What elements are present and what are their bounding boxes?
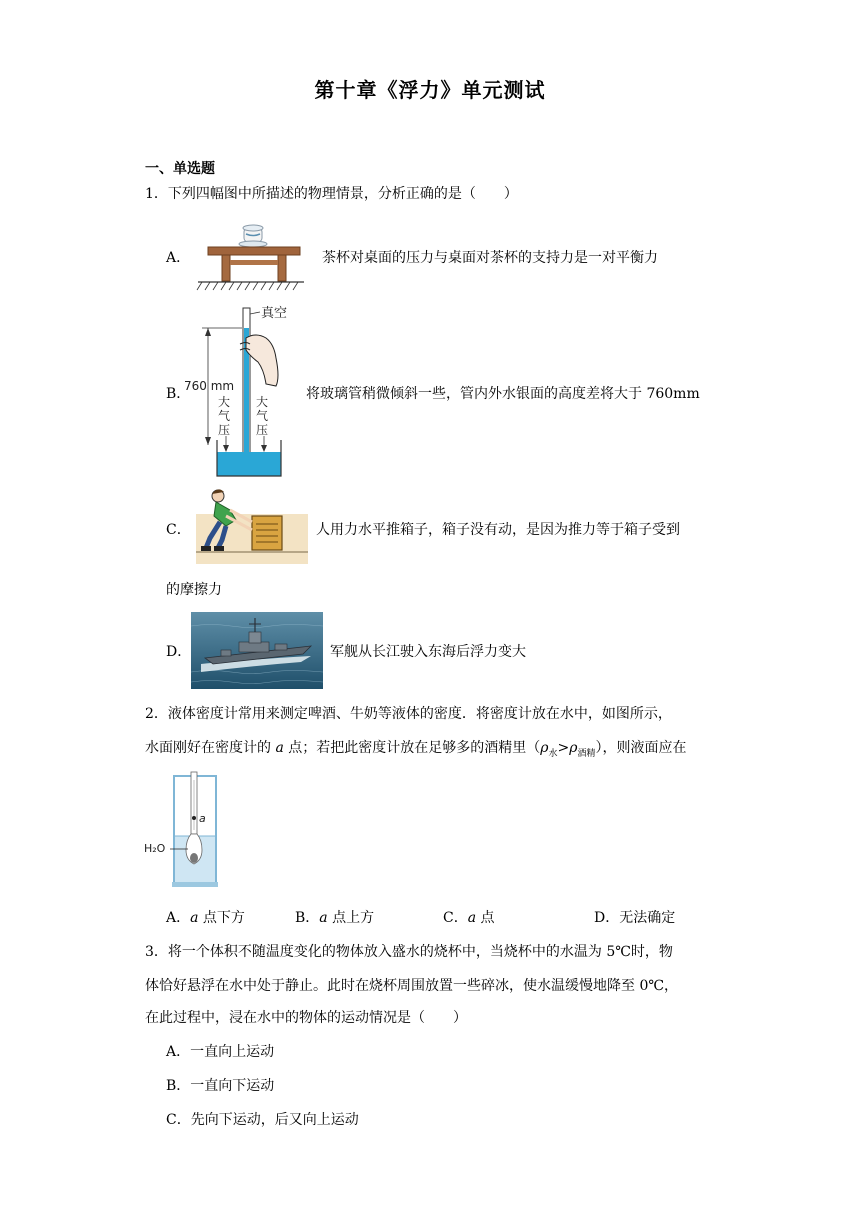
push-box-figure [196, 486, 308, 564]
rho-alcohol: ρ [569, 740, 578, 756]
q3-option-b [166, 1076, 274, 1096]
q1-stem: 1．下列四幅图中所描述的物理情景，分析正确的是（ ） [145, 186, 518, 202]
q2-line-2-pre: 水面刚好在密度计的 [145, 740, 276, 756]
option-em: a [190, 910, 199, 926]
q1-option-d-text: 军舰从长江驶入东海后浮力变大 [330, 644, 526, 660]
option-text: 先向下运动，后又向上运动 [190, 1112, 359, 1128]
vacuum-label: 真空 [261, 306, 288, 321]
q2-option-d [594, 908, 675, 928]
q1-option-c-text-continued: 的摩擦力 [166, 582, 222, 598]
q1-option-a-text: 茶杯对桌面的压力与桌面对茶杯的支持力是一对平衡力 [322, 250, 658, 266]
q1-option-c-text: 人用力水平推箱子，箱子没有动，是因为推力等于箱子受到 [316, 522, 680, 538]
point-a-marker [192, 816, 196, 820]
option-letter: A． [166, 1044, 191, 1060]
q2-line-1: 2．液体密度计常用来测定啤酒、牛奶等液体的密度．将密度计放在水中，如图所示， [145, 706, 672, 722]
q2-line-2-mid: 点；若把此密度计放在足够多的酒精里（ [283, 740, 541, 756]
q2-option-c [443, 908, 495, 928]
height-label: 760 mm [184, 379, 235, 393]
q1-option-a-letter: A． [166, 250, 191, 266]
q1-option-b-letter: B． [166, 386, 191, 402]
a-label: a [199, 812, 206, 825]
q2-point-a: a [275, 740, 284, 756]
option-letter: C． [166, 1112, 191, 1128]
hydrometer-figure [144, 770, 224, 890]
q2-line-2-post: ），则液面应在 [595, 740, 687, 756]
option-em: a [467, 910, 477, 926]
page-title: 第十章《浮力》单元测试 [314, 78, 546, 102]
q3-line-1: 3．将一个体积不随温度变化的物体放入盛水的烧杯中，当烧杯中的水温为 5℃时，物 [145, 944, 673, 960]
option-text: 一直向上运动 [190, 1044, 275, 1060]
atm-left-1: 大 [218, 395, 231, 409]
q2-line-2 [145, 738, 687, 764]
atm-right-2: 气 [256, 409, 269, 423]
warship-photo [191, 612, 323, 689]
q3-line-3: 在此过程中，浸在水中的物体的运动情况是（ ） [145, 1010, 467, 1026]
atm-left-3: 压 [218, 423, 231, 437]
atm-left-2: 气 [218, 409, 231, 423]
q3-line-2: 体恰好悬浮在水中处于静止。此时在烧杯周围放置一些碎冰，使水温缓慢地降至 0℃， [145, 978, 679, 994]
option-text: 点 [476, 910, 495, 926]
option-letter: A． [166, 910, 191, 926]
q3-option-a [166, 1042, 274, 1062]
option-em: a [319, 910, 328, 926]
section-heading: 一、单选题 [145, 161, 215, 177]
option-text: 一直向下运动 [190, 1078, 275, 1094]
q1-option-b-text: 将玻璃管稍微倾斜一些，管内外水银面的高度差将大于 760mm [306, 386, 700, 402]
sub-water: 水 [548, 748, 558, 759]
h2o-label: H₂O [144, 842, 166, 855]
option-letter: B． [166, 1078, 191, 1094]
table-teacup-figure [194, 220, 306, 292]
option-text: 点上方 [327, 910, 375, 926]
option-text: 无法确定 [619, 910, 676, 926]
q2-option-a [166, 908, 245, 928]
option-text: 点下方 [198, 910, 245, 926]
atm-right-3: 压 [256, 423, 269, 437]
greater-than: > [557, 740, 570, 756]
q2-option-b [295, 908, 374, 928]
option-letter: C． [443, 910, 468, 926]
atm-right-1: 大 [256, 395, 269, 409]
option-letter: B． [295, 910, 320, 926]
q1-option-d-letter: D． [166, 644, 192, 660]
q1-option-c-letter: C． [166, 522, 191, 538]
torricelli-tube-figure [180, 300, 300, 480]
rho-water: ρ [540, 740, 549, 756]
sub-alcohol: 酒精 [577, 748, 596, 759]
option-letter: D． [594, 910, 620, 926]
q3-option-c [166, 1110, 359, 1130]
